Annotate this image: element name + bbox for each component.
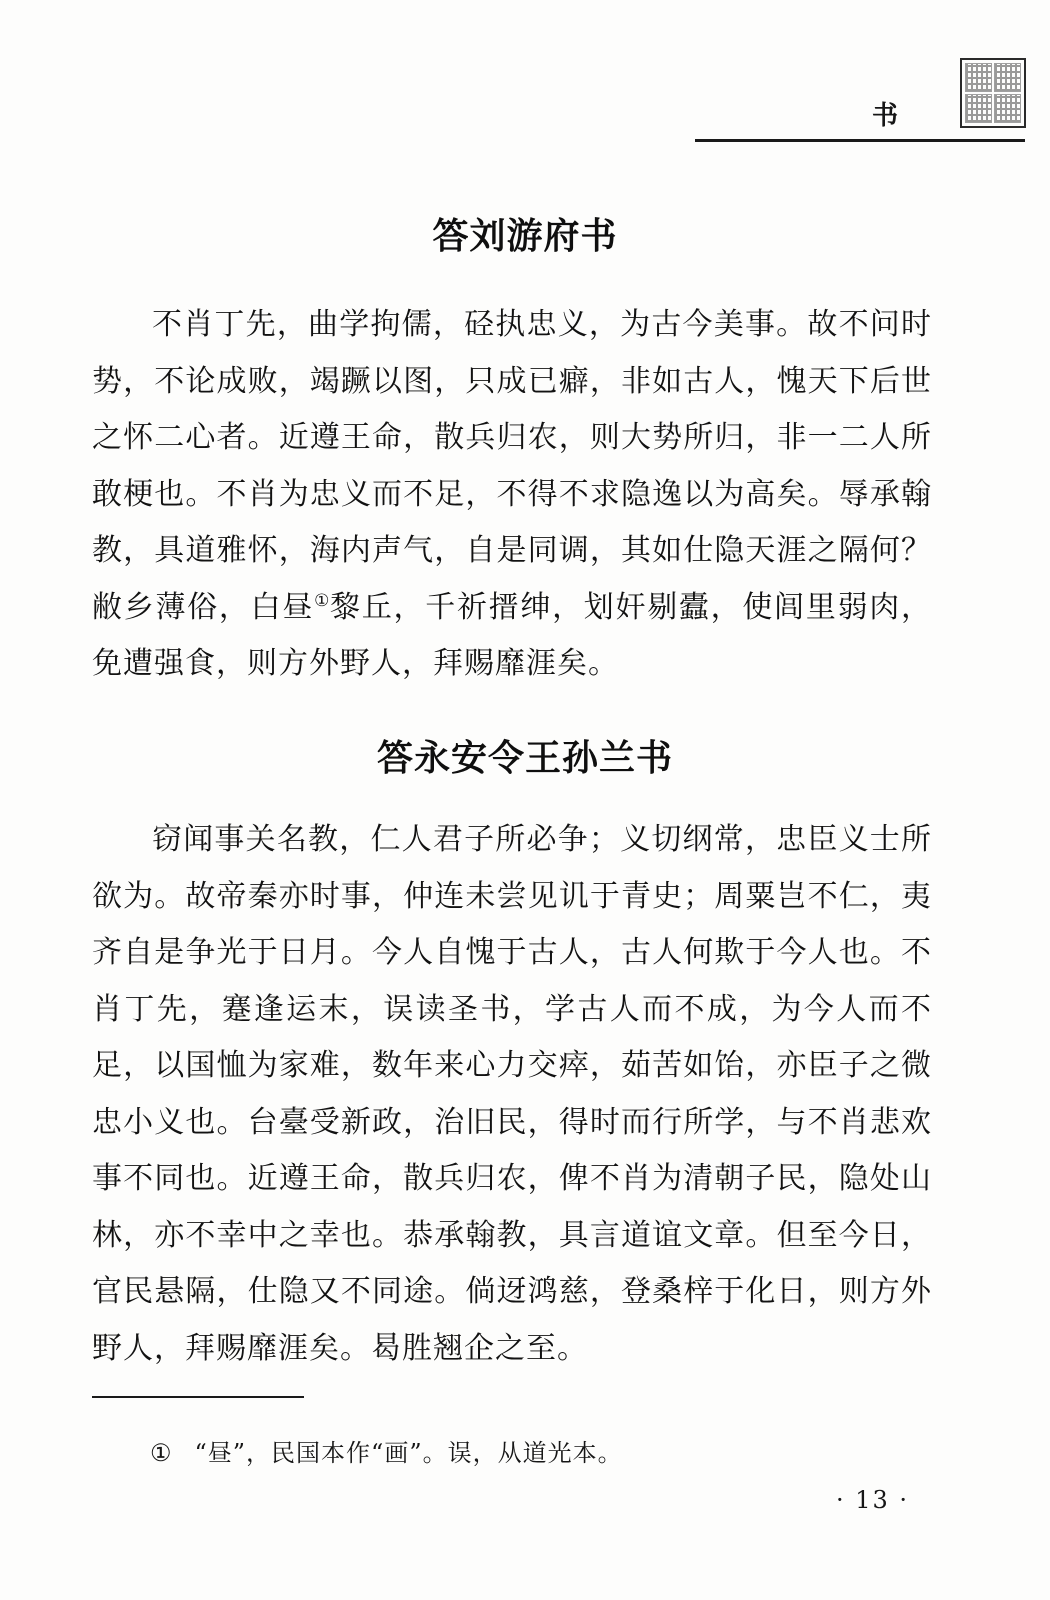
seal-glyph	[965, 63, 992, 92]
section-title: 答永安令王孙兰书	[376, 737, 673, 779]
footnote-reference: ①	[314, 590, 331, 611]
section-title: 答刘游府书	[432, 215, 618, 257]
footnote	[150, 1433, 623, 1468]
footnote-mark: ①	[150, 1439, 173, 1467]
seal-stamp-icon	[960, 58, 1026, 128]
header-rule	[695, 139, 1025, 142]
section-paragraph	[92, 297, 932, 693]
footnote-text: “昼”，民国本作“画”。误，从道光本。	[194, 1439, 623, 1467]
footnote-rule	[92, 1396, 304, 1398]
seal-glyph	[965, 94, 992, 123]
paragraph-text: 黎丘，千祈搢绅，划奸剔蠹，使闾里弱肉，免遭强食，则方外野人，拜赐靡涯矣。	[92, 589, 933, 681]
section-paragraph: 窃闻事关名教，仁人君子所必争；义切纲常，忠臣义士所欲为。故帝秦亦时事，仲连未尝见讥于青史；周粟岂不仁，夷齐自是争光于日月。今人自愧于古人，古人何欺于今人也。不肖丁先，蹇逢运末，误读圣书，学古人而不成，为今人而不足，以国恤为家难，数年来心力交瘁，茹苦如饴，亦臣子之微忠小义也。台臺受新政，治旧民，得时而行所学，与不肖悲欢事不同也。近遵王命，散兵归农，俾不肖为清朝子民，隐处山林，亦不幸中之幸也。恭承翰教，具言道谊文章。但至今日，官民悬隔，仕隐又不同途。倘迓鸿慈，登桑梓于化日，则方外野人，拜赐靡涯矣。曷胜翘企之至。	[92, 822, 932, 1366]
running-head: 书	[872, 101, 901, 131]
seal-glyph	[994, 63, 1021, 92]
page-number: · 13 ·	[836, 1486, 910, 1514]
seal-glyph	[994, 94, 1021, 123]
paragraph-text: 不肖丁先，曲学拘儒，硁执忠义，为古今美事。故不问时势，不论成败，竭蹶以图，只成已癖，非如古人，愧天下后世之怀二心者。近遵王命，散兵归农，则大势所归，非一二人所敢梗也。不肖为忠义而不足，不得不求隐逸以为高矣。辱承翰教，具道雅怀，海内声气，自是同调，其如仕隐天涯之隔何？敝乡薄俗，白昼	[92, 307, 932, 625]
